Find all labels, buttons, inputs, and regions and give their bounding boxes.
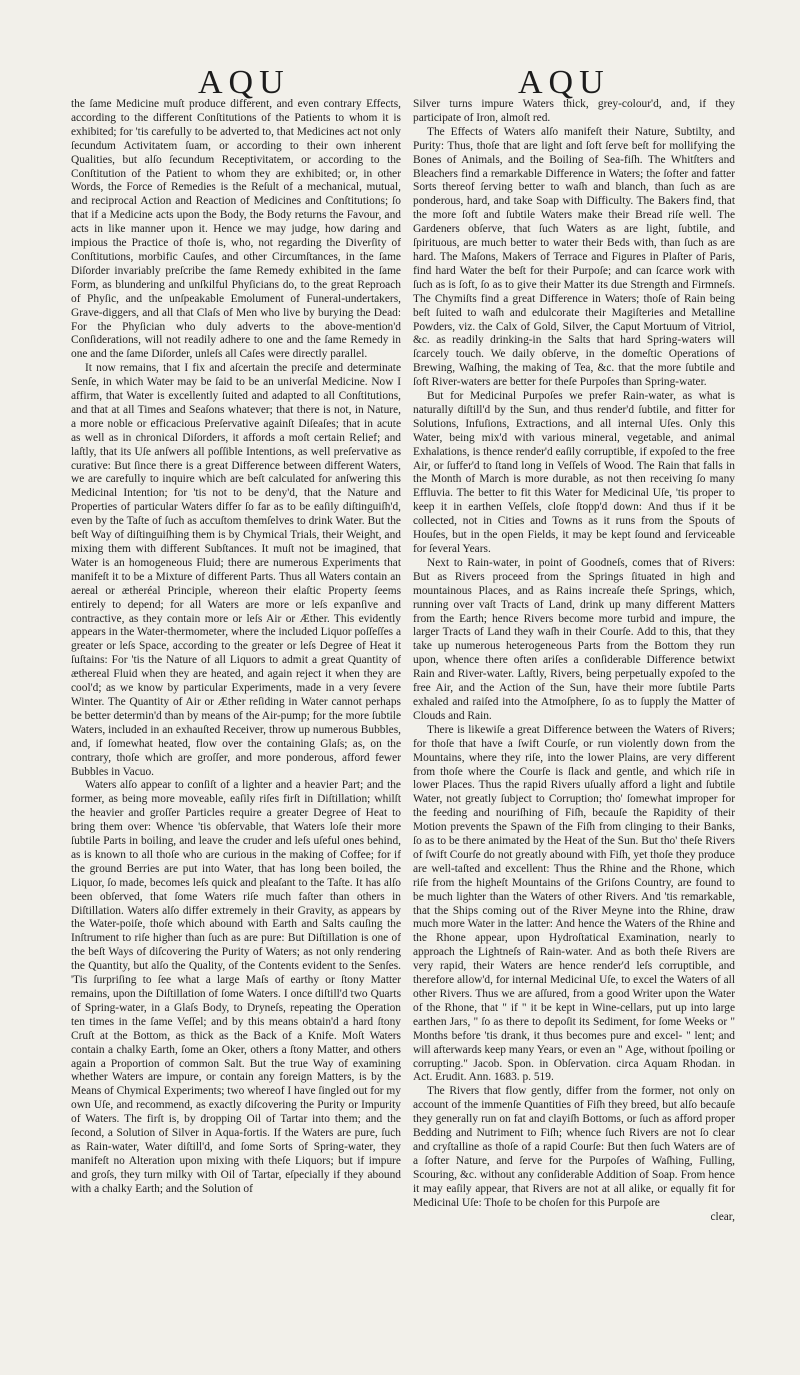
paragraph: The Rivers that flow gently, differ from the former, not only on account of the immenſe Quantities of Fiſh they breed, but alſo becauſe they generally run on fat and clayiſh Bottoms, or ſuch as afford proper Bedding and Nutriment to Fiſh; whence ſuch Rivers are not ſo clear and cryſtalline as thoſe of a rapid Courſe: But then ſuch Waters are of a ſofter Nature, and ſerve for the Purpoſes of Waſhing, Fulling, Scouring, &c. without any conſiderable Addition of Soap. From hence it may eaſily appear, that Rivers are not at all alike, or equally fit for Medicinal Uſe: Thoſe to be choſen for this Purpoſe are [413,1085,735,1209]
left-running-head: AQU [198,64,290,101]
right-text-column [413,98,735,1366]
left-text-column [71,98,401,1366]
paragraph: Next to Rain-water, in point of Goodneſs, comes that of Rivers: But as Rivers proceed from the Springs ſituated in high and mountainous Places, and as Rains increaſe theſe Springs, which, running over vaſt Tracts of Land, drink up many different Matters from the Earth; hence Rivers become more turbid and impure, the larger Tracts of Land they waſh in their Courſe. Add to this, that they take up numerous heterogeneous Parts from the Bottom they run upon, whence there often ariſes a conſiderable Difference betwixt Rain and River-water. Laſtly, Rivers, being perpetually expoſed to the free Air, and the Action of the Sun, have their more ſubtile Parts exhaled and raiſed into the Atmoſphere, ſo as to ſupply the Matter of Clouds and Rain. [413,556,735,722]
paragraph: It now remains, that I fix and aſcertain the preciſe and determinate Senſe, in which Water may be ſaid to be an univerſal Medicine. Now I affirm, that Water is excellently ſuited and adapted to all Conſtitutions, and that at all Times and Seaſons whatever; that there is not, in Nature, a more noble or efficacious Preſervative againſt Diſeaſes; that in acute as well as in chronical Diſorders, it affords a moſt certain Relief; and laſtly, that its Uſe anſwers all poſſible Intentions, as well preſervative as curative: But ſince there is a great Difference between different Waters, we are carefully to inquire which are beſt calculated for anſwering this Medicinal Intention; for 'tis not to be deny'd, that the Nature and Properties of particular Waters differ ſo far as to be eaſily diſtinguiſh'd, even by the Taſte of ſuch as accuſtom themſelves to drink Water. But the beſt Way of diſtinguiſhing them is by Chymical Trials, their Weight, and mixing them with different Subſtances. It muſt not be imagined, that Water is an homogeneous Fluid; there are numerous Experiments that manifeſt it to be a Mixture of different Parts. Thus all Waters contain an aereal or ætheréal Principle, whereon their elaſtic Property ſeems entirely to depend; for all Waters are more or leſs expanſive and contractive, as they contain more or leſs Air or Æther. This evidently appears in the Water-thermometer, where the included Liquor poſſeſſes a greater or leſs Space, according to the greater or leſs Degree of Heat it ſuſtains: For 'tis the Nature of all Liquors to admit a great Quantity of æthereal Fluid when they are heated, and again reject it when they are cool'd; as we know by particular Experiments, made in a very ſevere Winter. The Quantity of Air or Æther reſiding in Water cannot perhaps be better determin'd than by means of the Air-pump; for the more ſubtile Waters, included in an exhauſted Receiver, throw up numerous Bubbles, and, if ſomewhat heated, flow over the containing Glaſs; as, on the contrary, thoſe which are groſſer, and more ponderous, afford fewer Bubbles in Vacuo. [71,362,401,778]
paragraph: Waters alſo appear to conſiſt of a lighter and a heavier Part; and the former, as being more moveable, eaſily riſes firſt in Diſtillation; whilſt the heavier and groſſer Particles require a greater Degree of Heat to bring them over: Whence 'tis obſervable, that Waters loſe their more ſubtile Parts in boiling, and leave the cruder and leſs uſeful ones behind, as is known to all thoſe who are curious in the making of Coffee; for if the ground Berries are put into Water, that has long been boiled, the Liquor, ſo made, becomes leſs quick and pleaſant to the Taſte. It has alſo been obſerved, that ſome Waters riſe much faſter than others in Diſtillation. Waters alſo differ extremely in their Gravity, as appears by the Water-poiſe, thoſe which abound with Earth and Salts cauſing the Inſtrument to riſe higher than ſuch as are pure: But Diſtillation is one of the beſt Ways of diſcovering the Purity of Waters; as not only rendering the Quantity, but alſo the Quality, of the Contents evident to the Senſes. 'Tis ſurpriſing to ſee what a large Maſs of earthy or ſtony Matter remains, upon the Diſtillation of ſome Waters. I once diſtill'd two Quarts of Spring-water, in a Glaſs Body, to Dryneſs, repeating the Operation ten times in the ſame Veſſel; and by this means obtain'd a hard ſtony Cruſt at the Bottom, as thick as the Back of a Knife. Moſt Waters contain a chalky Earth, ſome an Oker, others a ſtony Matter, and others again a Proportion of common Salt. But the true Way of examining whether Waters are impure, or contain any foreign Matters, is by the Means of Chymical Experiments; two whereof I have ſingled out for my own Uſe, and recommend, as exactly diſcovering the Purity or Impurity of Waters. The firſt is, by dropping Oil of Tartar into them; and the ſecond, a Solution of Silver in Aqua-fortis. If the Waters are pure, ſuch as Rain-water, Water diſtill'd, and ſome Sorts of Spring-water, they manifeſt no Alteration upon mixing with theſe Liquors; but if impure and groſs, they turn milky with Oil of Tartar, eſpecially if they abound with a chalky Earth; and the Solution of [71,779,401,1195]
paragraph: There is likewiſe a great Difference between the Waters of Rivers; for thoſe that have a ſwift Courſe, or run violently down from the Mountains, where they riſe, into the lower Plains, are very different from thoſe where the Courſe is ſlack and gentle, and which riſe in lower Places. Thus the rapid Rivers uſually afford a light and ſubtile Water, not greatly ſubject to Corruption; tho' ſomewhat improper for the feeding and nouriſhing of Fiſh, becauſe the Rapidity of their Motion prevents the Spawn of the Fiſh from clinging to their Banks, ſo as to be there animated by the Heat of the Sun. But tho' theſe Rivers of ſwift Courſe do not greatly abound with Fiſh, yet thoſe they produce are well-taſted and excellent: Thus the Rhine and the Rhone, which riſe from the higheſt Mountains of the Griſons Country, are found to be much lighter than the Waters of other Rivers. And 'tis remarkable, that the Ships coming out of the River Meyne into the Rhine, draw much more Water in the latter: And hence the Waters of the Rhine and the Rhone appear, upon Hydroſtatical Examination, nearly to approach the Lightneſs of Rain-water. And as both theſe Rivers are very rapid, their Waters are hence render'd leſs corruptible, and therefore allow'd, for internal Medicinal Uſe, to excel the Waters of all other Rivers. Thus we are aſſured, from a good Writer upon the Water of the Rhone, that " if " it be kept in Wine-cellars, put up into large earthen Jars, " ſo as there to depoſit its Sediment, for ſome Weeks or " Months before 'tis drank, it thus becomes pure and excel- " lent; and will afterwards keep many Years, or even an " Age, without ſpoiling or corrupting." Jacob. Spon. in Obſervation. circa Aquam Rhodan. in Act. Erudit. Ann. 1683. p. 519. [413,723,735,1084]
paragraph: the ſame Medicine muſt produce different, and even contrary Effects, according to the different Conſtitutions of the Patients to whom it is exhibited; for 'tis carefully to be adverted to, that Medicines act not only ſecundum Activitatem ſuam, or according to their own inherent Qualities, but alſo ſecundum Receptivitatem, or according to the Conſtitution of the Patient to whom they are exhibited; or, in other Words, the Force of Remedies is the Reſult of a mechanical, mutual, and reciprocal Action and Reaction of Medicines and Conſtitutions; ſo that if a Medicine acts upon the Body, the Body returns the Favour, and acts in like manner upon it. Hence we may judge, how daring and impious the Practice of thoſe is, who, not regarding the Diverſity of Conſtitutions, morbific Cauſes, and other Circumſtances, in the ſame Diſorder invariably preſcribe the ſame Remedy exhibited in the ſame Form, as blundering and unſkilful Phyſicians do, to the great Reproach of Phyſic, and the unſpeakable Emolument of Funeral-undertakers, Grave-diggers, and all that Claſs of Men who live by burying the Dead: For the Phyſician who duly adverts to the above-mention'd Conſiderations, will not readily adhere to one and the ſame Remedy in one and the ſame Diſorder, unleſs all Caſes were directly parallel. [71,98,401,361]
catchword: clear, [710,1210,735,1223]
paragraph: Silver turns impure Waters thick, grey-colour'd, and, if they participate of Iron, almoſt red. [413,98,735,124]
right-running-head: AQU [518,64,610,101]
paragraph: The Effects of Waters alſo manifeſt their Nature, Subtilty, and Purity: Thus, thoſe that are light and ſoft ſerve beſt for mollifying the Bones of Animals, and the Boiling of Sea-fiſh. The Whitſters and Bleachers find a remarkable Difference in Waters; the ſofter and fatter Sorts thereof ſerving better to waſh and blanch, than ſuch as are ponderous, hard, and take Soap with Difficulty. The Bakers find, that the more ſoft and ſubtile Waters make their Bread riſe well. The Gardeners obſerve, that ſuch Waters as are light, ſubtile, and ſpirituous, are much better to water their Beds with, than ſuch as are hard. The Maſons, Makers of Terrace and Figures in Plaſter of Paris, find hard Water the beſt for their Purpoſe; and can ſcarce work with ſuch as is ſoft, ſo as to give their Matter its due Strength and Firmneſs. The Chymiſts find a great Difference in Waters; thoſe of Rain being beſt ſuited to waſh and edulcorate their Magiſteries and Metalline Powders, viz. the Calx of Gold, Silver, the Caput Mortuum of Vitriol, &c. as readily drinking-in the Salts that hard Spring-waters will ſcarcely touch. We daily obſerve, in the domeſtic Operations of Brewing, Waſhing, the making of Tea, &c. that the more ſubtile and ſoft River-waters are better for theſe Purpoſes than Spring-water. [413,125,735,389]
paragraph: But for Medicinal Purpoſes we prefer Rain-water, as what is naturally diſtill'd by the Sun, and thus render'd ſubtile, and fitter for Solutions, Infuſions, Extractions, and all internal Uſes. Only this Water, being mix'd with various mineral, vegetable, and animal Exhalations, is thence render'd eaſily corruptible, if expoſed to the free Air, or ſuffer'd to ſtand long in Veſſels of Wood. The Rain that falls in the Month of March is more durable, as not then receiving ſo many Effluvia. The better to fit this Water for Medicinal Uſe, 'tis proper to keep it in earthen Veſſels, cloſe ſtopp'd down: And thus if it be collected, not in Cities and Towns as it runs from the Spouts of Houſes, but in the open Fields, it may be kept ſound and ſerviceable for ſeveral Years. [413,390,735,555]
